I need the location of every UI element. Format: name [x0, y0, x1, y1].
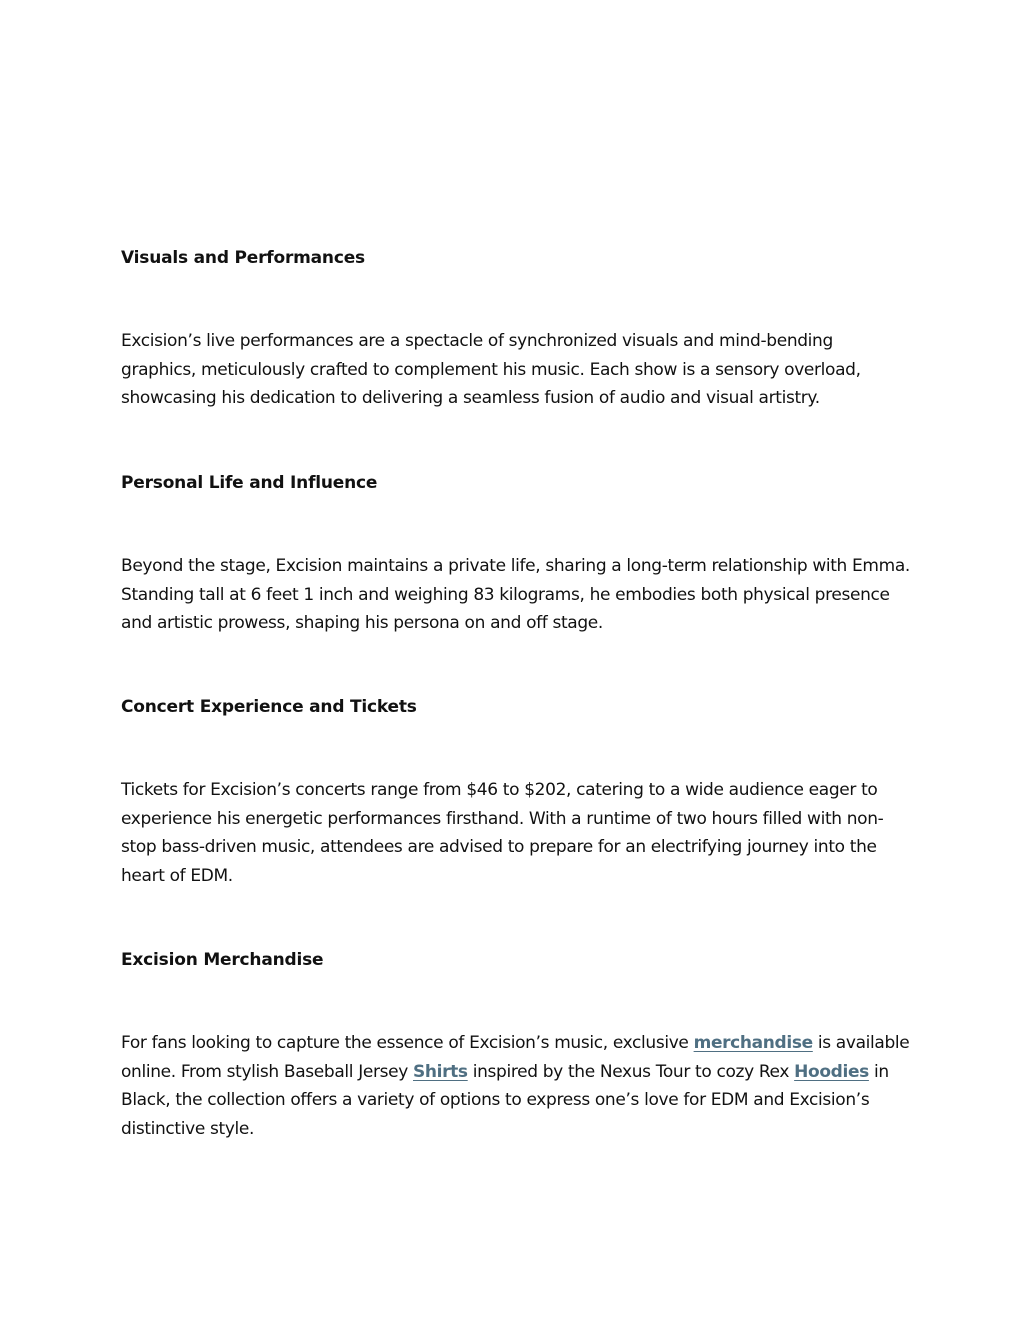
- paragraph-personal-life-and-influence: Beyond the stage, Excision maintains a private life, sharing a long-term relationship with Emma. Standing tall at 6 feet 1 inch and weighing 83 kilograms, he embodies both physical presence and artistic prowess, shaping his persona on and off stage.: [121, 556, 910, 633]
- hoodies-link[interactable]: Hoodies: [794, 1061, 869, 1082]
- paragraph-excision-merchandise: [121, 1029, 911, 1143]
- merchandise-link[interactable]: merchandise: [693, 1033, 813, 1053]
- heading-personal-life-and-influence: Personal Life and Influence: [121, 473, 378, 493]
- merch-text-3: inspired by the Nexus Tour to cozy Rex: [467, 1061, 795, 1082]
- merch-text-4: in Black, the collection offers a variety of options to express one’s love for EDM and Excision’s distinctive style.: [121, 1061, 889, 1139]
- paragraph-concert-experience-and-tickets: Tickets for Excision’s concerts range from $46 to $202, catering to a wide audience eager to experience his energetic performances firsthand. With a runtime of two hours filled with non-stop bass-driven music, attendees are advised to prepare for an electrifying journey into the heart of EDM.: [121, 780, 884, 886]
- paragraph-visuals-and-performances: Excision’s live performances are a spectacle of synchronized visuals and mind-bending graphics, meticulously crafted to complement his music. Each show is a sensory overload, showcasing his dedication to delivering a seamless fusion of audio and visual artistry.: [121, 331, 861, 408]
- shirts-link[interactable]: Shirts: [413, 1061, 468, 1082]
- heading-concert-experience-and-tickets: Concert Experience and Tickets: [121, 697, 417, 717]
- heading-excision-merchandise: Excision Merchandise: [121, 950, 324, 970]
- merch-text-1: For fans looking to capture the essence of Excision’s music, exclusive: [121, 1033, 694, 1053]
- merch-text-2: is available online. From stylish Baseball Jersey: [121, 1033, 910, 1082]
- heading-visuals-and-performances: Visuals and Performances: [121, 248, 365, 268]
